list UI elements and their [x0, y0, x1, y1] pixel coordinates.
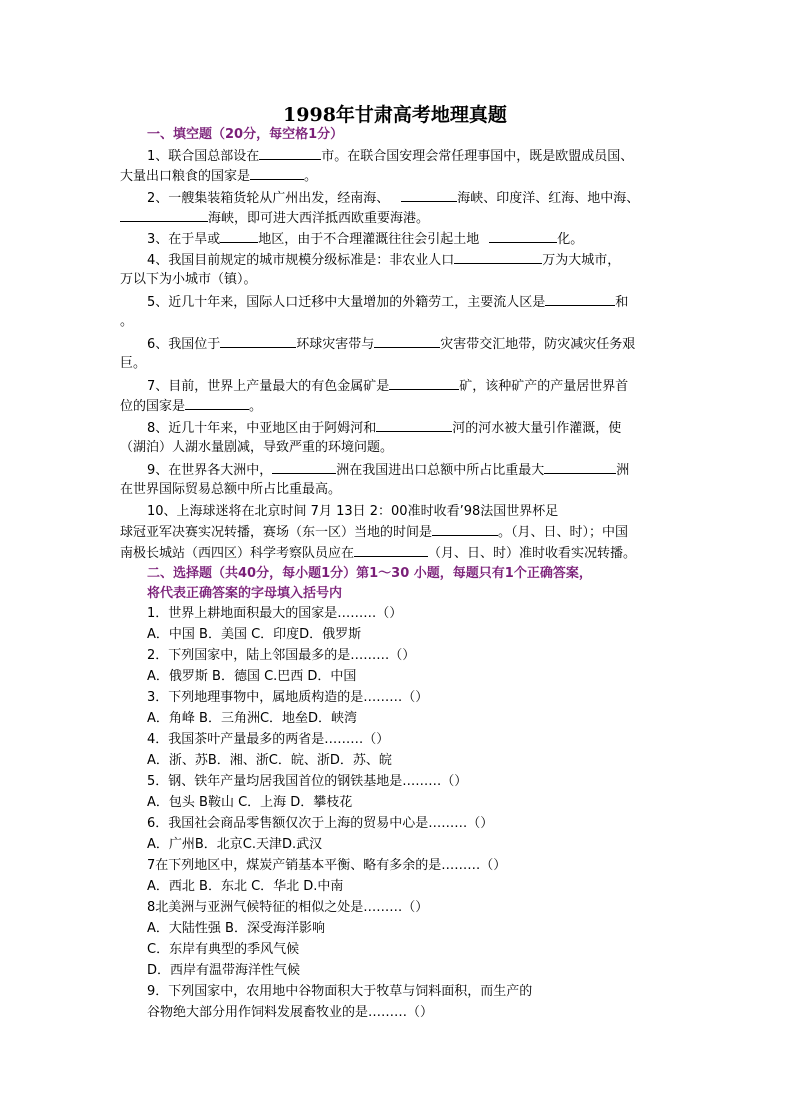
question-text: 灾害带交汇地带，防灾减灾任务艰 [440, 337, 636, 352]
choice-line: A．中国 B．美国 C．印度D．俄罗斯 [147, 627, 362, 642]
question-6-line-2: 巨。 [120, 356, 147, 371]
answer-blank [185, 397, 249, 410]
answer-blank [432, 523, 498, 536]
question-5-line-1 [147, 293, 628, 312]
question-text: 。 [249, 399, 263, 414]
question-text: 球冠亚军决赛实况转播，赛场（东一区）当地的时间是 [120, 525, 433, 540]
question-text: 化。 [557, 232, 584, 247]
question-text: 大量出口粮食的国家是 [120, 169, 251, 184]
question-text: 5、近几十年来，国际人口迁移中大量增加的外籍劳工，主要流人区是 [147, 295, 546, 310]
choice-line: 7在下列地区中，煤炭产销基本平衡、略有多余的是………（） [147, 858, 507, 873]
answer-blank [220, 230, 258, 243]
choice-line: 1．世界上耕地面积最大的国家是………（） [147, 606, 403, 621]
question-text: 。 [304, 169, 318, 184]
question-1-line-2 [120, 167, 317, 186]
question-text: 。（月、日、时）；中国 [498, 525, 629, 540]
choice-line: A．广州B．北京C.天津D.武汉 [147, 837, 323, 852]
answer-blank [120, 209, 208, 222]
question-text: 海峡、印度洋、红海、地中海、 [457, 191, 640, 206]
question-9-line-2: 在世界国际贸易总额中所占比重最高。 [120, 482, 342, 497]
choice-line: 2．下列国家中，陆上邻国最多的是………（） [147, 648, 416, 663]
question-5-line-2: 。 [120, 314, 134, 329]
question-text: 位的国家是 [120, 399, 186, 414]
question-text: 环球灾害带与 [296, 337, 375, 352]
question-10-line-2 [120, 523, 628, 542]
question-text: 矿，该种矿产的产量居世界首 [459, 379, 629, 394]
question-2-line-1 [147, 189, 639, 208]
question-text: 2、一艘集装箱货轮从广州出发，经南海、 [147, 191, 390, 206]
choice-line: A．浙、苏B．湘、浙C．皖、浙D．苏、皖 [147, 753, 392, 768]
question-text: 洲在我国进出口总额中所占比重最大 [336, 463, 545, 478]
answer-blank [374, 335, 440, 348]
choice-line: C．东岸有典型的季风气候 [147, 942, 300, 957]
answer-blank [259, 147, 321, 160]
question-text: 6、我国位于 [147, 337, 221, 352]
choice-line: A．俄罗斯 B．德国 C.巴西 D．中国 [147, 669, 357, 684]
section-heading-choice: 二、选择题（共40分，每小题1分）第1～30 小题，每题只有1个正确答案， [147, 566, 592, 581]
choice-line: 6．我国社会商品零售额仅次于上海的贸易中心是………（） [147, 816, 494, 831]
question-text: 8、近几十年来，中亚地区由于阿姆河和 [147, 421, 377, 436]
question-text: 和 [615, 295, 629, 310]
question-text: 1、联合国总部设在 [147, 149, 260, 164]
question-6-line-1 [147, 335, 635, 354]
question-text: 地区，由于不合理灌溉往往会引起土地 [258, 232, 480, 247]
answer-blank [220, 335, 296, 348]
answer-blank [389, 377, 459, 390]
question-text: （月、日、时）准时收看实况转播。 [428, 546, 637, 561]
choice-line: 5．钢、铁年产量均居我国首位的钢铁基地是………（） [147, 774, 468, 789]
question-text: 3、在于旱或 [147, 232, 221, 247]
question-text: 7、目前，世界上产量最大的有色金属矿是 [147, 379, 390, 394]
question-4-line-1 [147, 251, 620, 270]
choice-line: 谷物绝大部分用作饲料发展畜牧业的是………（） [147, 1005, 434, 1020]
answer-blank [489, 230, 557, 243]
question-text: 市。在联合国安理会常任理事国中，既是欧盟成员国、 [321, 149, 634, 164]
choice-line: 4．我国茶叶产量最多的两省是………（） [147, 732, 390, 747]
choice-line: A．包头 B鞍山 C．上海 D．攀枝花 [147, 795, 353, 810]
question-text: 洲 [616, 463, 630, 478]
question-text: 4、我国目前规定的城市规模分级标准是：非农业人口 [147, 253, 455, 268]
question-text: 南极长城站（西四区）科学考察队员应在 [120, 546, 355, 561]
answer-blank [272, 461, 336, 474]
section-heading-choice-cont: 将代表正确答案的字母填入括号内 [147, 586, 343, 601]
question-1-line-1 [147, 147, 633, 166]
question-4-line-2: 万以下为小城市（镇）。 [120, 272, 257, 287]
question-text: 海峡，即可进大西洋抵西欧重要海港。 [208, 211, 430, 226]
answer-blank [454, 251, 542, 264]
question-9-line-1 [147, 461, 629, 480]
choice-line: A．大陆性强 B．深受海洋影响 [147, 921, 325, 936]
choice-line: A．西北 B．东北 C．华北 D.中南 [147, 879, 344, 894]
question-text: 河的河水被大量引作灌溉，使 [452, 421, 622, 436]
answer-blank [401, 189, 457, 202]
choice-line: A．角峰 B．三角洲C．地垒D．峡湾 [147, 711, 358, 726]
question-text: 万为大城市， [542, 253, 621, 268]
question-7-line-1 [147, 377, 628, 396]
choice-line: D．西岸有温带海洋性气候 [147, 963, 301, 978]
question-7-line-2 [120, 397, 262, 416]
answer-blank [354, 544, 428, 557]
choice-line: 8北美洲与亚洲气候特征的相似之处是………（） [147, 900, 429, 915]
question-10-line-3 [120, 544, 636, 563]
question-8-line-1 [147, 419, 621, 438]
question-3-line-1 [147, 230, 583, 249]
page-title: 1998年甘肃高考地理真题 [283, 104, 507, 126]
section-heading-fill: 一、填空题（20分，每空格1分） [147, 127, 344, 142]
answer-blank [544, 461, 616, 474]
question-text: 9、在世界各大洲中， [147, 463, 273, 478]
answer-blank [250, 167, 304, 180]
question-10-line-1: 10、上海球迷将在北京时间 7月 13日 2：00准时收看’98法国世界杯足 [147, 504, 559, 519]
choice-line: 9．下列国家中，农用地中谷物面积大于牧草与饲料面积，而生产的 [147, 984, 533, 999]
question-8-line-2: （湖泊）人湖水量剧减，导致严重的环境问题。 [120, 440, 394, 455]
choice-line: 3．下列地理事物中，属地质构造的是………（） [147, 690, 429, 705]
question-2-line-2 [120, 209, 429, 228]
answer-blank [376, 419, 452, 432]
answer-blank [545, 293, 615, 306]
